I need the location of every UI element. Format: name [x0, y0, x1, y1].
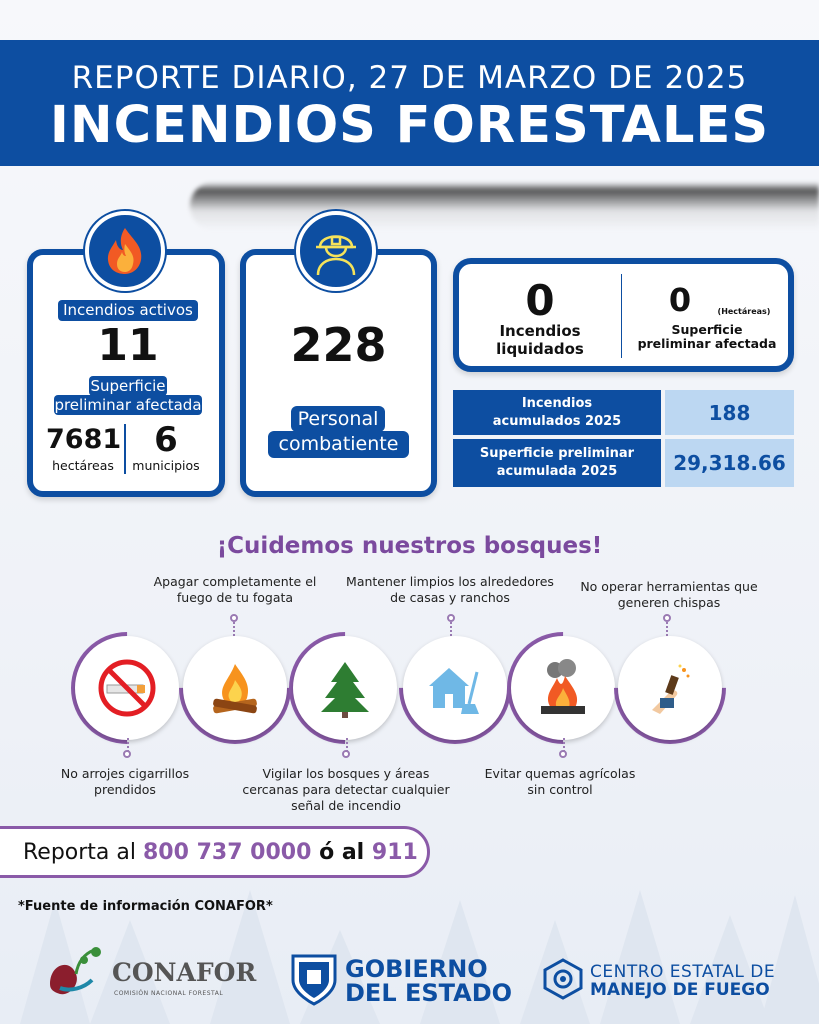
tip-cigarettes-line1: No arrojes cigarrillos — [60, 766, 190, 781]
surface-affected-unit: (Hectáreas) — [717, 307, 771, 316]
tip-burning-text — [470, 766, 650, 798]
campfire-icon — [183, 636, 287, 740]
brush-stroke-decoration — [190, 182, 819, 230]
conafor-subtitle: COMISIÓN NACIONAL FORESTAL — [114, 990, 224, 997]
spark-tool-icon — [618, 636, 722, 740]
tip-burning-line1: Evitar quemas agrícolas — [484, 766, 636, 781]
gobierno-line1: GOBIERNO — [345, 955, 488, 983]
firefighter-icon — [296, 211, 376, 291]
burning-field-icon — [511, 636, 615, 740]
accumulated-surface-label — [453, 439, 661, 487]
connector-dot — [342, 750, 350, 758]
report-middle: ó al — [311, 839, 372, 865]
tip-campfire-line2: fuego de tu fogata — [176, 590, 294, 605]
accumulated-fires-label-line2: acumulados 2025 — [492, 413, 622, 429]
personnel-label-line2: combatiente — [268, 431, 409, 458]
connector-dot — [123, 750, 131, 758]
liquidated-value: 0 — [525, 276, 555, 325]
surface-label-line1: Superficie — [90, 377, 166, 395]
surface-affected-label-line1: Superficie — [671, 322, 743, 337]
tip-campfire-line1: Apagar completamente el — [153, 574, 317, 589]
tip-watch-line1: Vigilar los bosques y áreas — [262, 766, 430, 781]
tip-cigarettes-text — [45, 766, 205, 798]
header-banner — [0, 40, 819, 166]
active-fires-label: Incendios activos — [58, 300, 198, 321]
active-fires-value: 11 — [97, 320, 159, 371]
personnel-label-line1: Personal — [291, 406, 385, 432]
municipios-value: 6 — [154, 420, 178, 460]
tip-clean-line1: Mantener limpios los alrededores — [346, 574, 554, 589]
accumulated-surface-label-line1: Superficie preliminar — [479, 446, 635, 461]
source-note: *Fuente de información CONAFOR* — [18, 899, 273, 914]
accumulated-fires-value: 188 — [665, 390, 794, 435]
centro-line1: CENTRO ESTATAL DE — [590, 962, 776, 982]
page-title: INCENDIOS FORESTALES — [49, 96, 770, 155]
tip-campfire-text — [145, 574, 325, 606]
tip-cigarettes-line2: prendidos — [94, 782, 156, 797]
report-emergency-number[interactable]: 911 — [371, 839, 418, 865]
connector-dot — [663, 614, 671, 622]
centro-fuego-icon — [542, 958, 584, 1000]
liquidated-divider — [621, 274, 622, 358]
gobierno-line2: DEL ESTADO — [345, 979, 513, 1007]
accumulated-fires-label — [453, 390, 661, 435]
tip-clean-text — [345, 574, 555, 606]
surface-label-line2: preliminar afectada — [54, 396, 202, 414]
accumulated-fires-label-line1: Incendios — [521, 395, 593, 411]
report-phone-number[interactable]: 800 737 0000 — [143, 839, 312, 865]
hectares-label: hectáreas — [52, 458, 114, 473]
tip-watch-line2: cercanas para detectar cualquier — [242, 782, 450, 797]
tip-tools-line2: generen chispas — [617, 595, 721, 610]
house-broom-icon — [403, 636, 507, 740]
accumulated-surface-label-line2: acumulada 2025 — [496, 464, 618, 479]
report-prefix: Reporta al — [23, 839, 143, 865]
tip-tools-text — [574, 579, 764, 611]
gobierno-shield-icon — [289, 950, 339, 1006]
accumulated-surface-value: 29,318.66 — [665, 439, 794, 487]
stat-divider — [124, 424, 126, 474]
personnel-value: 228 — [290, 318, 387, 372]
connector-dot — [230, 614, 238, 622]
fire-icon — [85, 211, 165, 291]
municipios-label: municipios — [132, 458, 200, 473]
conafor-name: CONAFOR — [112, 958, 257, 987]
connector-dot — [559, 750, 567, 758]
liquidated-label-line1: Incendios — [499, 322, 581, 340]
report-date: REPORTE DIARIO, 27 DE MARZO DE 2025 — [71, 60, 748, 96]
tip-burning-line2: sin control — [527, 782, 593, 797]
tip-tools-line1: No operar herramientas que — [580, 579, 758, 594]
tips-section-title: ¡Cuidemos nuestros bosques! — [216, 533, 603, 559]
report-phone-banner — [0, 826, 430, 878]
tip-clean-line2: de casas y ranchos — [390, 590, 510, 605]
liquidated-label-line2: liquidados — [496, 340, 584, 358]
connector-dot — [447, 614, 455, 622]
no-smoking-icon — [75, 636, 179, 740]
tip-watch-text — [240, 766, 452, 814]
hectares-value: 7681 — [46, 424, 122, 455]
pine-tree-icon — [293, 636, 397, 740]
centro-line2: MANEJO DE FUEGO — [590, 980, 770, 1000]
surface-affected-value: 0 — [668, 281, 692, 319]
tip-watch-line3: señal de incendio — [291, 798, 401, 813]
surface-affected-label-line2: preliminar afectada — [637, 336, 777, 351]
conafor-logo-icon — [40, 944, 110, 1004]
